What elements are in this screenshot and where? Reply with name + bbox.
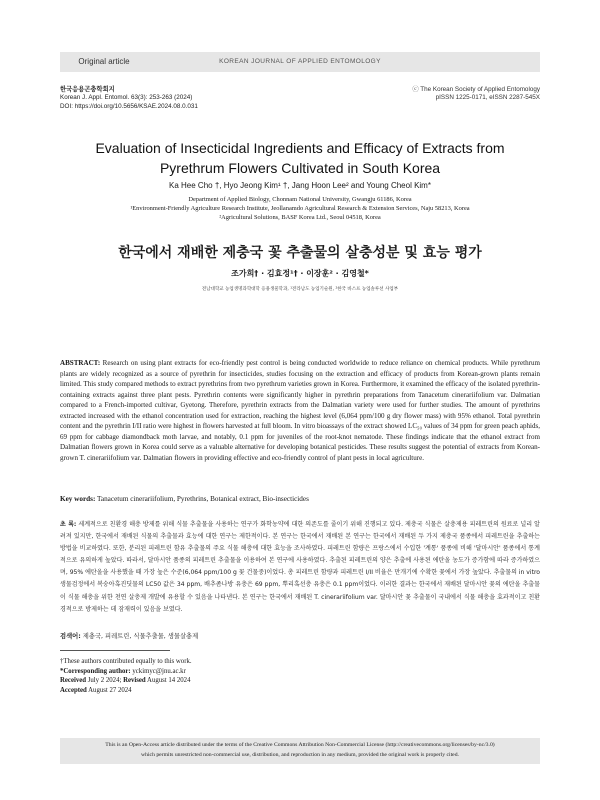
authors-ko: 조가희† · 김효정¹† · 이장훈² · 김영철* bbox=[231, 269, 369, 278]
received-revised bbox=[60, 676, 192, 686]
abstract-en bbox=[60, 358, 540, 463]
accepted bbox=[60, 686, 192, 696]
corresponding-author bbox=[60, 667, 192, 677]
society-block bbox=[412, 86, 540, 103]
keywords-ko-text: 제충국, 피레트린, 식물추출물, 생물살충제 bbox=[82, 633, 199, 640]
received-label: Received bbox=[60, 677, 87, 685]
journal-header-bar bbox=[60, 52, 540, 72]
corresponding-email[interactable]: yckimyc@jnu.ac.kr bbox=[132, 667, 186, 675]
footnotes bbox=[60, 657, 192, 695]
accepted-date: August 27 2024 bbox=[88, 686, 132, 694]
revised-label: Revised bbox=[123, 677, 146, 685]
journal-name-ko: 한국응용곤충학회지 bbox=[60, 86, 115, 93]
abstract-label: ABSTRACT: bbox=[60, 359, 101, 367]
license-line-1: This is an Open-Access article distributed under the terms of the Creative Commons Attribution Non-Commercial License (http://creativecommons.org/licenses/by-nc/3.0) bbox=[105, 742, 495, 748]
article-title-ko: 한국에서 재배한 제충국 꽃 추출물의 살충성분 및 효능 평가 bbox=[118, 245, 482, 261]
keywords-ko-label: 검색어: bbox=[60, 633, 81, 640]
journal-citation: Korean J. Appl. Entomol. 63(3): 253-263 (2024) bbox=[60, 94, 193, 102]
title-line-1: Evaluation of Insecticidal Ingredients and Efficacy of Extracts from bbox=[95, 140, 505, 156]
keywords-text: Tanacetum cinerariifolium, Pyrethrins, Botanical extract, Bio-insecticides bbox=[97, 495, 309, 503]
article-type-label: Original article bbox=[78, 57, 130, 66]
license-line-2: which permits unrestricted non-commercial use, distribution, and reproduction in any medium, provided the original work is properly cited. bbox=[141, 751, 459, 758]
keywords-label: Key words: bbox=[60, 495, 96, 503]
doi-link[interactable]: DOI: https://doi.org/10.5656/KSAE.2024.08.0.031 bbox=[60, 102, 198, 110]
abstract-text: Research on using plant extracts for eco-friendly pest control is being conducted worldwide to reduce reliance on chemical products. While pyrethrum plants are widely recognized as a source of pyrethrin for insecticides, studies focusing on the extraction and efficacy of products from Korean-grown plants remain limited. This study compared methods to extract pyrethrins from two pyrethrum varieties grown in Korea. Furthermore, it examined the efficacy of the isolated pyrethrin-containing extracts against three plant pests. Pyrethrin contents were significantly higher in pyrethrin preparations from Tanacetum cinerariifolium var. Dalmatian compared to a French-imported cultivar, Gyetong. Therefore, pyrethrin extracts from the Dalmatian variety were used for further studies. The amount of pyrethrins extracted increased with the ethanol concentration used for extraction, reaching the highest level (6,064 ppm/100 g dry flower mass) with 95% ethanol. Total pyrethrin content and the pyrethrin I/II ratio were highest in flowers harvested at full bloom. In vitro bioassays of the extract showed LC₅₀ values of 34 ppm for green peach aphids, 69 ppm for cabbage diamondback moth larvae, and notably, 0.1 ppm for juveniles of the root-knot nematode. These findings indicate that the ethanol extract from Dalmatian flowers grown in Korea could serve as a valuable alternative for developing botanical pesticides. These results suggest the potential of extracts from Korean-grown T. cinerariifolium var. Dalmatian flowers in providing effective and eco-friendly control of plant pests in local agriculture. bbox=[60, 359, 540, 462]
footnote-divider bbox=[60, 650, 170, 651]
title-line-2: Pyrethrum Flowers Cultivated in South Korea bbox=[159, 160, 441, 176]
keywords-ko bbox=[60, 631, 540, 640]
keywords-en bbox=[60, 495, 540, 503]
affiliations-en bbox=[60, 195, 540, 222]
authors-en: Ka Hee Cho †, Hyo Jeong Kim¹ †, Jang Hoon Lee² and Young Cheol Kim* bbox=[169, 181, 431, 190]
affiliations-ko: 전남대학교 농업생명과학대학 응용생물학과, ¹전라남도 농업기술원, ²한국 바스프 농업솔루션 사업부 bbox=[201, 287, 399, 292]
citation-block bbox=[60, 86, 198, 111]
issn: pISSN 1225-0171, eISSN 2287-545X bbox=[435, 94, 540, 102]
license-footer bbox=[60, 738, 540, 764]
equal-contribution-note: †These authors contributed equally to this work. bbox=[60, 658, 192, 665]
copyright-notice: ⓒ The Korean Society of Applied Entomology bbox=[412, 86, 540, 93]
article-title-en bbox=[60, 138, 540, 178]
abstract-ko-text: 세계적으로 친환경 해충 방제를 위해 식물 추출물을 사용하는 연구가 화학농약에 대한 의존도를 줄이기 위해 진행되고 있다. 제충국 식물은 살충제용 피레트린의 원료로 널리 알려져 있지만, 한국에서 재배된 식물의 추출물과 효능에 대한 연구는 제한적이다. 본 연구는 한국에서 재배된 본 연구는 한국에서 재배된 두 가지 제충국 품종에서 피레트린을 추출하는 방법을 비교하였다. 또한, 분리된 피레트린 함유 추출물의 주요 식물 해충에 대한 효능을 조사하였다. 피레트린 함량은 프랑스에서 수입한 '계통' 품종에 비해 '달마시안' 품종에서 통계적으로 유의하게 높았다. 따라서, 달마시안 품종의 피레트린 추출물을 이용하여 본 연구에 사용하였다. 추출된 피레트린의 양은 추출에 사용된 에탄올 농도가 증가함에 따라 증가하였으며, 95% 에탄올을 사용했을 때 가장 높은 수준(6,064 ppm/100 g 꽃 건물중)이었다. 총 피레트린 함량과 피레트린 I/II 비율은 만개기에 수확한 꽃에서 가장 높았다. 추출물의 in vitro 생물검정에서 복숭아혹진딧물의 LC50 값은 34 ppm, 배추좀나방 유충은 69 ppm, 뿌리혹선충 유충은 0.1 ppm이었다. 이러한 결과는 한국에서 재배된 달마시안 꽃의 에탄올 추출물이 식물 해충을 위한 천연 살충제 개발에 유용할 수 있음을 나타낸다. 본 연구는 한국에서 재배된 T. cinerariifolium var. 달마시안 꽃 추출물이 국내에서 식물 해충을 효과적이고 친환경적으로 방제하는 데 잠재력이 있음을 보였다. bbox=[60, 521, 540, 613]
affiliation-1: Department of Applied Biology, Chonnam National University, Gwangju 61186, Korea bbox=[188, 196, 412, 203]
affiliation-3: ²Agricultural Solutions, BASF Korea Ltd., Seoul 04518, Korea bbox=[219, 214, 381, 221]
abstract-ko-label: 초 록: bbox=[60, 521, 77, 528]
affiliation-2: ¹Environment-Friendly Agriculture Research Institute, Jeollanamdo Agricultural Research & Extension Services, Naju 58213, Korea bbox=[130, 205, 470, 212]
corresponding-label: *Corresponding author: bbox=[60, 667, 131, 675]
received-date: July 2 2024; bbox=[87, 677, 122, 685]
revised-date: August 14 2024 bbox=[147, 677, 191, 685]
accepted-label: Accepted bbox=[60, 686, 87, 694]
journal-banner: KOREAN JOURNAL OF APPLIED ENTOMOLOGY bbox=[219, 58, 381, 65]
abstract-ko bbox=[60, 519, 540, 616]
